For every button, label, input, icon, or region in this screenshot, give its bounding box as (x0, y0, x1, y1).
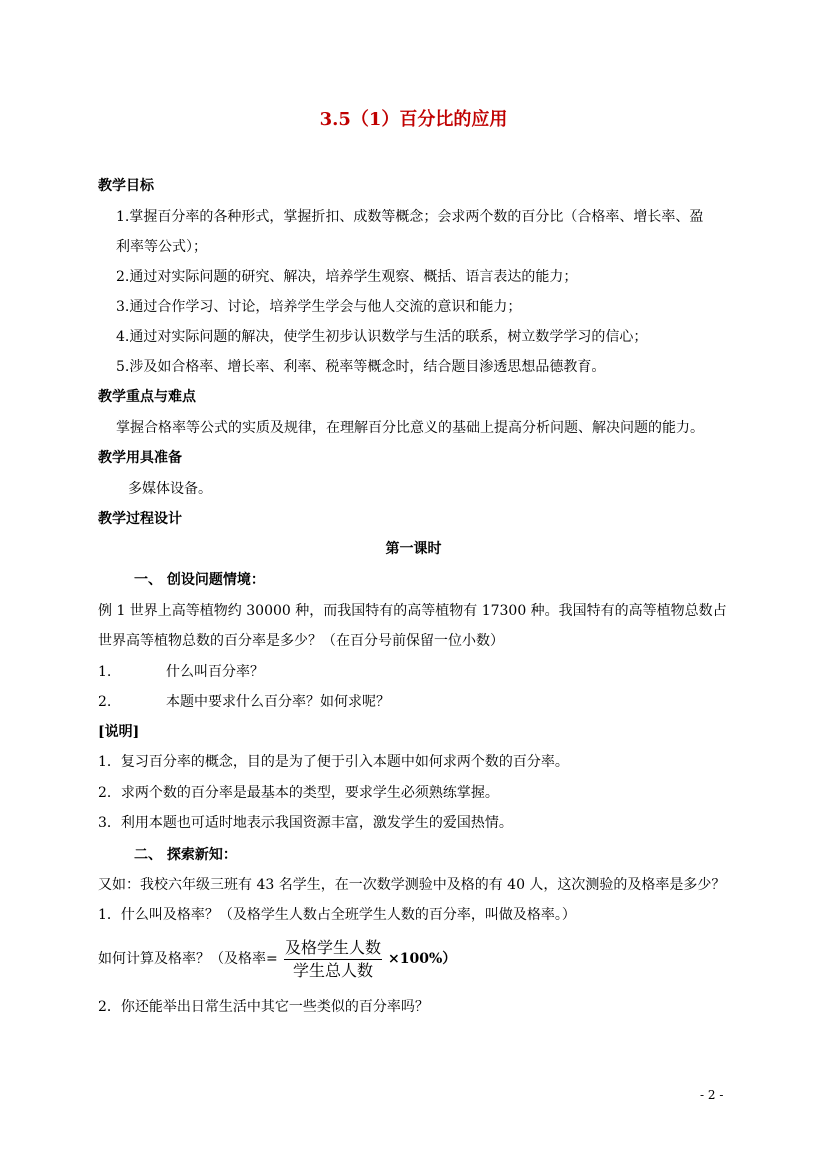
question-2-number: 2. (98, 694, 112, 710)
note-1: 1．复习百分率的概念，目的是为了便于引入本题中如何求两个数的百分率。 (98, 754, 569, 770)
lesson-title: 第一课时 (385, 541, 442, 557)
example-1-line-1: 例 1 世界上高等植物约 30000 种，而我国特有的高等植物有 17300 种。我国特有的高等植物总数占 (98, 603, 727, 619)
fraction-numerator: 及格学生人数 (284, 938, 381, 957)
fraction-bar (284, 959, 382, 960)
example-2: 又如：我校六年级三班有 43 名学生，在一次数学测验中及格的有 40 人，这次测验的及格率是多少？ (98, 877, 726, 893)
goal-4: 4.通过对实际问题的解决，使学生初步认识数学与生活的联系，树立数学学习的信心； (116, 329, 648, 345)
key-points-text: 掌握合格率等公式的实质及规律，在理解百分比意义的基础上提高分析问题、解决问题的能力。 (116, 420, 704, 436)
pass-rate-fraction (278, 938, 388, 981)
note-heading: [说明] (98, 724, 140, 740)
goal-1-line-1: 1.掌握百分率的各种形式，掌握折扣、成数等概念；会求两个数的百分比（合格率、增长率、盈 (116, 209, 704, 225)
goal-3: 3.通过合作学习、讨论，培养学生学会与他人交流的意识和能力； (116, 299, 522, 315)
page-number: - 2 - (700, 1088, 724, 1102)
tools-text: 多媒体设备。 (128, 481, 212, 497)
question-1-number: 1. (98, 664, 112, 680)
process-heading: 教学过程设计 (98, 511, 182, 527)
tools-heading: 教学用具准备 (98, 450, 182, 466)
question-1-text: 什么叫百分率？ (166, 664, 264, 680)
part-2-question-2: 2．你还能举出日常生活中其它一些类似的百分率吗？ (98, 999, 429, 1015)
goal-1-line-2: 利率等公式）； (116, 239, 207, 255)
note-3: 3．利用本题也可适时地表示我国资源丰富，激发学生的爱国热情。 (98, 815, 513, 831)
note-2: 2．求两个数的百分率是最基本的类型，要求学生必须熟练掌握。 (98, 785, 499, 801)
part-2-heading: 二、 探索新知： (134, 847, 237, 863)
page-title: 3.5（1）百分比的应用 (319, 109, 508, 130)
question-2-text: 本题中要求什么百分率？如何求呢？ (166, 694, 390, 710)
fraction-denominator: 学生总人数 (292, 961, 373, 980)
key-points-heading: 教学重点与难点 (98, 389, 196, 405)
example-1-line-2: 世界高等植物总数的百分率是多少？（在百分号前保留一位小数） (98, 633, 504, 649)
formula-suffix: ×100%） (388, 951, 457, 967)
goal-2: 2.通过对实际问题的研究、解决，培养学生观察、概括、语言表达的能力； (116, 269, 578, 285)
goal-5: 5.涉及如合格率、增长率、利率、税率等概念时，结合题目渗透思想品德教育。 (116, 359, 606, 375)
goals-heading: 教学目标 (98, 178, 154, 194)
formula-prefix: 如何计算及格率？（及格率= (98, 951, 278, 967)
part-1-heading: 一、 创设问题情境： (134, 572, 265, 588)
part-2-question-1: 1．什么叫及格率？（及格学生人数占全班学生人数的百分率，叫做及格率。） (98, 907, 576, 923)
